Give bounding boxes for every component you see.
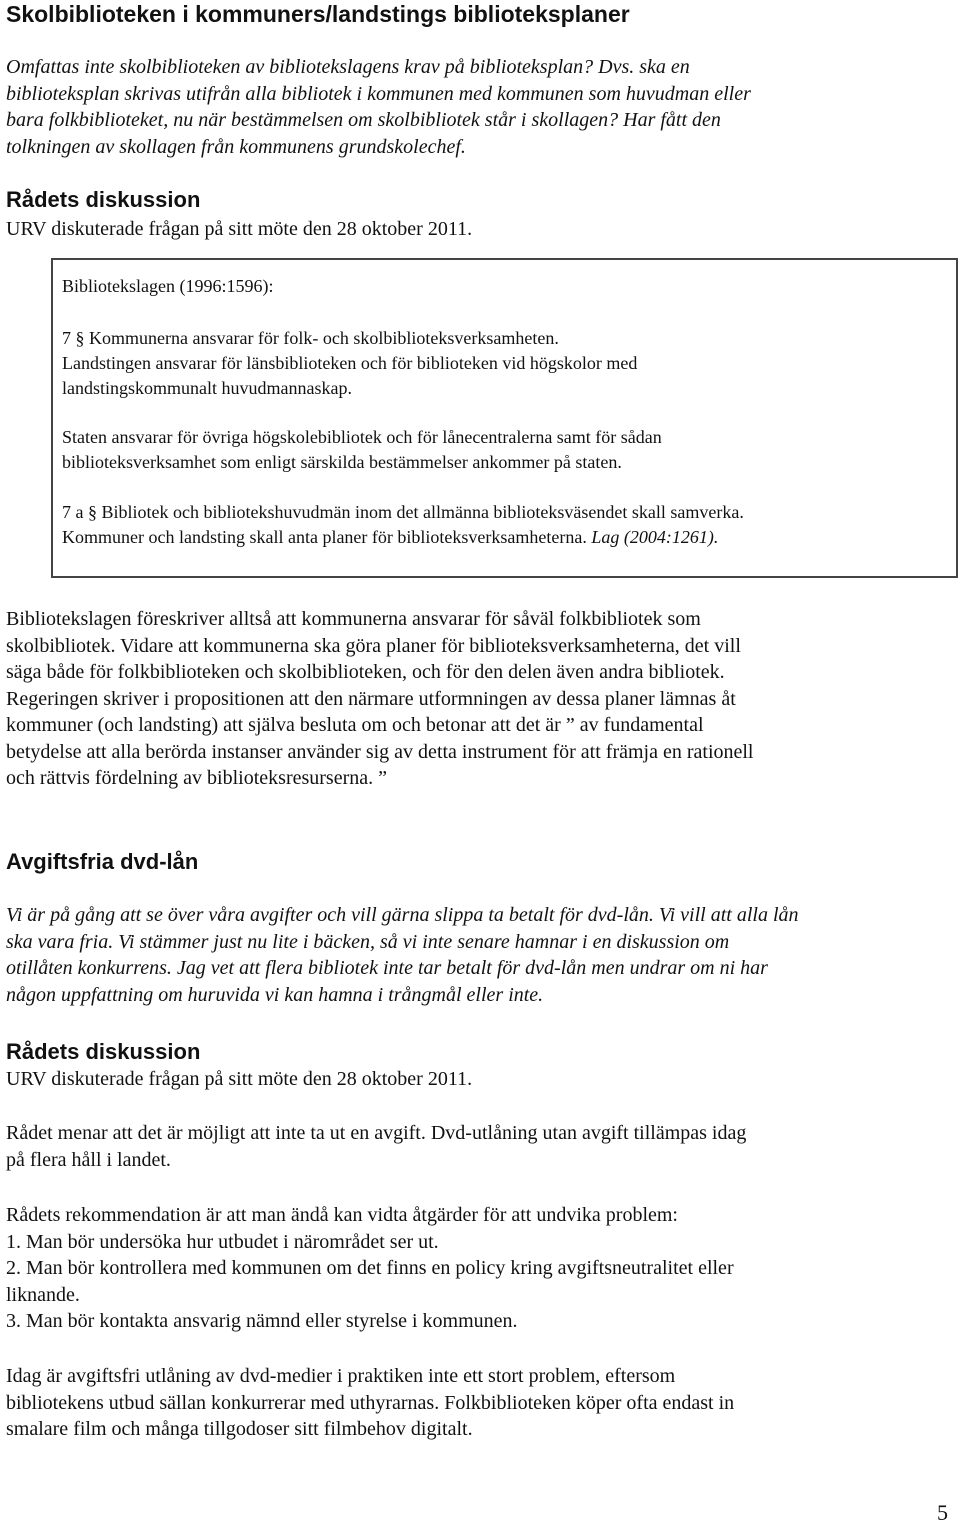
section-title-school-libraries: Skolbiblioteken i kommuners/landstings biblioteksplaner — [6, 1, 630, 27]
text-line: Staten ansvarar för övriga högskolebibliotek och för lånecentralerna samt för sådan — [62, 427, 662, 447]
council-opinion — [6, 1120, 956, 1173]
text-line: Vi är på gång att se över våra avgifter och vill gärna slippa ta betalt för dvd-lån. Vi vill att alla lån — [6, 904, 799, 926]
list-item: 1. Man bör undersöka hur utbudet i närområdet ser ut. — [6, 1230, 439, 1253]
law-paragraph-7 — [62, 326, 942, 401]
text-line: 7 § Kommunerna ansvarar för folk- och skolbiblioteksverksamheten. — [62, 328, 559, 348]
text-line: Idag är avgiftsfri utlåning av dvd-medier i praktiken inte ett stort problem, eftersom — [6, 1365, 676, 1387]
discussion-heading-1: Rådets diskussion — [6, 187, 201, 212]
text-line: Rådet menar att det är möjligt att inte ta ut en avgift. Dvd-utlåning utan avgift tillämpas idag — [6, 1122, 747, 1144]
text-line: landstingskommunalt huvudmannaskap. — [62, 378, 352, 398]
discussion-heading-2: Rådets diskussion — [6, 1039, 201, 1064]
law-7a-text: Kommuner och landsting skall anta planer för biblioteksverksamheterna. — [62, 527, 587, 547]
text-line: ska vara fria. Vi stämmer just nu lite i bäcken, så vi inte senare hamnar i en diskussion om — [6, 930, 730, 953]
text-line — [62, 525, 942, 550]
discussion-date-2: URV diskuterade frågan på sitt möte den 28 oktober 2011. — [6, 1068, 473, 1090]
law-reference: Lag (2004:1261). — [591, 527, 719, 547]
law-paragraph-state — [62, 425, 942, 475]
text-line: kommuner (och landsting) att själva besluta om och betonar att det är ” av fundamental — [6, 714, 704, 736]
text-line: otillåten konkurrens. Jag vet att flera bibliotek inte tar betalt för dvd-lån men undrar om ni har — [6, 957, 768, 979]
text-line: Bibliotekslagen föreskriver alltså att kommunerna ansvarar för såväl folkbibliotek som — [6, 608, 701, 630]
text-line: biblioteksverksamhet som enligt särskilda bestämmelser ankommer på staten. — [62, 452, 622, 472]
closing-paragraph — [6, 1363, 956, 1443]
law-title: Bibliotekslagen (1996:1596): — [62, 276, 274, 296]
text-line: bara folkbiblioteket, nu när bestämmelsen om skolbibliotek står i skollagen? Har fått den — [6, 109, 721, 131]
question-school-libraries — [6, 54, 956, 160]
text-line: biblioteksplan skrivas utifrån alla bibliotek i kommunen med kommunen som huvudman eller — [6, 82, 751, 105]
text-line: säga både för folkbiblioteken och skolbiblioteken, och för den delen även andra bibliotek. — [6, 661, 725, 683]
list-item: 3. Man bör kontakta ansvarig nämnd eller styrelse i kommunen. — [6, 1310, 518, 1332]
list-item: liknande. — [6, 1283, 80, 1306]
text-line: Landstingen ansvarar för länsbiblioteken och för biblioteken vid högskolor med — [62, 353, 638, 373]
question-dvd-loans — [6, 902, 956, 1008]
law-paragraph-7a — [62, 500, 942, 550]
text-line: 7 a § Bibliotek och bibliotekshuvudmän inom det allmänna biblioteksväsendet skall samverka. — [62, 502, 744, 522]
text-line: Rådets rekommendation är att man ändå kan vidta åtgärder för att undvika problem: — [6, 1204, 678, 1226]
text-line: på flera håll i landet. — [6, 1148, 171, 1171]
text-line: tolkningen av skollagen från kommunens grundskolechef. — [6, 135, 466, 158]
text-line: och rättvis fördelning av biblioteksresurserna. ” — [6, 767, 387, 789]
text-line: Omfattas inte skolbiblioteken av bibliotekslagens krav på biblioteksplan? Dvs. ska en — [6, 56, 690, 78]
section-title-dvd-loans: Avgiftsfria dvd-lån — [6, 849, 199, 874]
page-number: 5 — [937, 1500, 948, 1525]
discussion-date-1: URV diskuterade frågan på sitt möte den 28 oktober 2011. — [6, 218, 473, 240]
council-recommendation — [6, 1202, 956, 1335]
text-line: smalare film och många tillgodoser sitt filmbehov digitalt. — [6, 1418, 473, 1440]
text-line: skolbibliotek. Vidare att kommunerna ska göra planer för biblioteksverksamheterna, det vill — [6, 634, 741, 657]
list-item: 2. Man bör kontrollera med kommunen om det finns en policy kring avgiftsneutralitet eller — [6, 1257, 734, 1279]
analysis-paragraph — [6, 606, 956, 792]
text-line: någon uppfattning om huruvida vi kan hamna i trångmål eller inte. — [6, 983, 544, 1006]
text-line: betydelse att alla berörda instanser använder sig av detta instrument för att främja en rationell — [6, 740, 754, 763]
text-line: bibliotekens utbud sällan konkurrerar med uthyrarnas. Folkbiblioteken köper ofta endast in — [6, 1391, 735, 1414]
text-line: Regeringen skriver i propositionen att den närmare utformningen av dessa planer lämnas åt — [6, 687, 736, 710]
